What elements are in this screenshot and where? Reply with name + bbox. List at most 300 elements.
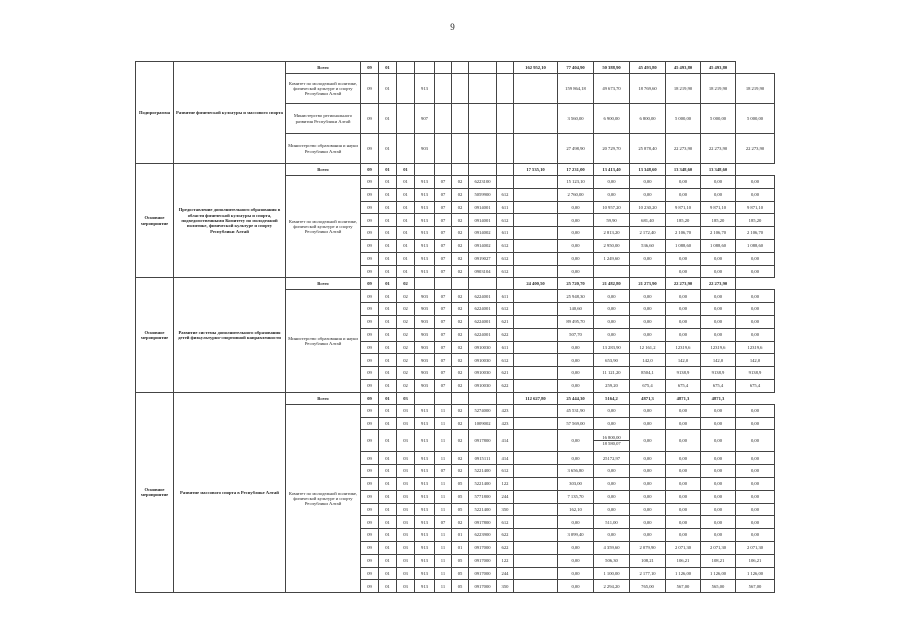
code-cell: 07 (435, 328, 452, 341)
empty-cell (514, 430, 558, 452)
code-cell: 913 (415, 452, 435, 465)
value-cell: 0,00 (701, 465, 736, 478)
value-cell: 0,00 (594, 188, 630, 201)
value-cell: 10 957,20 (594, 201, 630, 214)
code-cell: 0914002 (469, 239, 497, 252)
page-number: 9 (450, 22, 455, 32)
section-kind: Основное мероприятие (136, 164, 174, 278)
value-cell: 0,00 (558, 379, 594, 392)
code-cell: 09 (361, 465, 379, 478)
value-cell: 0,00 (594, 328, 630, 341)
value-cell: 18 219,90 (736, 74, 775, 104)
value-cell: 8504,1 (630, 367, 666, 380)
code-cell: 03 (397, 567, 415, 580)
code-cell: 5221400 (469, 465, 497, 478)
value-cell: 2 106,70 (701, 227, 736, 240)
code-cell: 09 (361, 315, 379, 328)
code-cell: 611 (497, 290, 514, 303)
value-cell: 25 878,40 (630, 134, 666, 164)
code-cell: 5221400 (469, 503, 497, 516)
code-cell: 07 (435, 176, 452, 189)
empty-cell (514, 554, 558, 567)
empty-cell (514, 580, 558, 593)
empty-cell (514, 404, 558, 417)
code-cell (497, 176, 514, 189)
code-cell: 09 (361, 452, 379, 465)
code-cell: 09 (361, 417, 379, 430)
value-cell: 0,00 (736, 516, 775, 529)
code-cell: 02 (397, 328, 415, 341)
code-cell: 423 (497, 417, 514, 430)
value-cell: 21 482,80 (594, 278, 630, 290)
value-cell: 0,00 (701, 265, 736, 278)
value-cell: 0,00 (594, 503, 630, 516)
code-cell: 5771800 (469, 490, 497, 503)
code-cell: 903 (415, 134, 435, 164)
value-cell: 506,30 (594, 554, 630, 567)
code-cell: 01 (379, 74, 397, 104)
value-cell: 45 493,80 (630, 62, 666, 74)
value-cell: 89 495,70 (558, 315, 594, 328)
value-cell: 22 273,90 (701, 134, 736, 164)
code-cell: 07 (435, 227, 452, 240)
code-cell: 05 (452, 490, 469, 503)
code-cell: 11 (435, 430, 452, 452)
value-cell: 565,00 (701, 580, 736, 593)
code-cell: 01 (379, 265, 397, 278)
code-cell: 6224001 (469, 315, 497, 328)
code-cell: 03 (397, 580, 415, 593)
value-cell: 0,00 (666, 490, 701, 503)
value-cell: 0,00 (736, 503, 775, 516)
code-cell: 01 (397, 252, 415, 265)
value-cell: 0,00 (630, 404, 666, 417)
code-cell: 01 (379, 430, 397, 452)
empty-cell (514, 379, 558, 392)
value-cell: 6 900,00 (594, 104, 630, 134)
value-cell: 675,4 (630, 379, 666, 392)
code-cell: 09 (361, 252, 379, 265)
value-cell: 675,4 (666, 379, 701, 392)
code-cell: 02 (452, 341, 469, 354)
code-cell: 02 (452, 176, 469, 189)
code-cell: 612 (497, 354, 514, 367)
code-cell: 01 (379, 188, 397, 201)
value-cell: 0,00 (666, 516, 701, 529)
code-cell: 07 (435, 315, 452, 328)
value-cell: 0,00 (594, 290, 630, 303)
value-cell: 1 126,00 (701, 567, 736, 580)
code-cell (469, 134, 497, 164)
value-line: 16 800,00 (594, 435, 629, 441)
code-cell: 02 (452, 367, 469, 380)
value-cell: 9 871,10 (736, 201, 775, 214)
value-cell: 0,00 (558, 214, 594, 227)
value-cell: 0,00 (630, 303, 666, 316)
code-cell: 07 (435, 201, 452, 214)
code-cell: 03 (397, 541, 415, 554)
code-cell: 612 (497, 265, 514, 278)
value-cell: 13 283,90 (594, 341, 630, 354)
code-cell: 01 (379, 392, 397, 404)
code-cell: 01 (397, 188, 415, 201)
value-cell: 0,00 (594, 477, 630, 490)
value-cell: 0,00 (701, 404, 736, 417)
code-cell: 611 (497, 227, 514, 240)
value-cell: 303,00 (558, 477, 594, 490)
empty-cell (469, 392, 497, 404)
code-cell: 02 (397, 290, 415, 303)
value-cell: 5 000,00 (736, 104, 775, 134)
value-cell: 0,00 (736, 490, 775, 503)
code-cell (452, 134, 469, 164)
value-cell: 0,00 (736, 529, 775, 542)
code-cell: 01 (379, 239, 397, 252)
value-cell (594, 430, 630, 452)
value-cell: 536,60 (630, 239, 666, 252)
code-cell: 612 (497, 239, 514, 252)
code-cell: 414 (497, 452, 514, 465)
empty-cell (514, 227, 558, 240)
code-cell: 01 (397, 201, 415, 214)
code-cell: 6224001 (469, 290, 497, 303)
code-cell: 0914001 (469, 214, 497, 227)
agency-cell: Министерство образования и науки Республики Алтай (286, 134, 361, 164)
code-cell: 09 (361, 164, 379, 176)
empty-cell (497, 164, 514, 176)
code-cell: 01 (379, 290, 397, 303)
code-cell: 02 (452, 328, 469, 341)
code-cell: 622 (497, 541, 514, 554)
empty-cell (514, 529, 558, 542)
value-cell: 12 161,2 (630, 341, 666, 354)
empty-cell (514, 541, 558, 554)
code-cell: 612 (497, 214, 514, 227)
code-cell: 02 (452, 303, 469, 316)
value-cell: 0,00 (736, 430, 775, 452)
value-cell: 0,00 (594, 465, 630, 478)
agency-cell: Комитет по молодежной политике, физической культуре и спорту Республики Алтай (286, 74, 361, 104)
value-cell: 12319,6 (701, 341, 736, 354)
budget-table (135, 61, 775, 593)
empty-cell (514, 567, 558, 580)
code-cell: 09 (361, 303, 379, 316)
code-cell: 02 (452, 354, 469, 367)
code-cell: 01 (379, 341, 397, 354)
value-cell: 0,00 (701, 188, 736, 201)
code-cell: 01 (379, 214, 397, 227)
value-cell: 0,00 (630, 490, 666, 503)
value-cell: 112 627,80 (514, 392, 558, 404)
value-cell: 0,00 (630, 430, 666, 452)
value-cell: 1 126,00 (666, 567, 701, 580)
value-cell: 0,00 (666, 188, 701, 201)
value-cell: 2 071,30 (666, 541, 701, 554)
code-cell: 01 (397, 176, 415, 189)
code-cell: 01 (379, 516, 397, 529)
value-cell: 0,00 (558, 554, 594, 567)
code-cell: 0917000 (469, 541, 497, 554)
empty-cell (514, 367, 558, 380)
code-cell (397, 104, 415, 134)
value-cell: 2 172,40 (630, 227, 666, 240)
value-cell: 259,20 (594, 379, 630, 392)
code-cell: 913 (415, 227, 435, 240)
code-cell: 01 (379, 354, 397, 367)
total-label: Всего (286, 392, 361, 404)
value-cell: 0,00 (666, 503, 701, 516)
code-cell: 05 (452, 567, 469, 580)
code-cell: 244 (497, 567, 514, 580)
empty-cell (514, 452, 558, 465)
code-cell: 03 (397, 554, 415, 567)
value-cell: 185,20 (701, 214, 736, 227)
value-cell: 2 106,70 (666, 227, 701, 240)
code-cell: 01 (379, 477, 397, 490)
code-cell: 5059900 (469, 188, 497, 201)
code-cell: 612 (497, 465, 514, 478)
value-cell: 24 400,50 (514, 278, 558, 290)
value-cell: 0,00 (736, 452, 775, 465)
empty-cell (514, 503, 558, 516)
code-cell: 11 (435, 417, 452, 430)
value-cell: 0,00 (558, 341, 594, 354)
value-cell: 0,00 (736, 265, 775, 278)
code-cell: 02 (452, 465, 469, 478)
code-cell: 11 (435, 477, 452, 490)
code-cell: 913 (415, 404, 435, 417)
total-row (136, 278, 775, 290)
value-cell: 1 088,60 (701, 239, 736, 252)
value-cell: 0,00 (666, 328, 701, 341)
empty-cell (514, 328, 558, 341)
code-cell: 07 (435, 367, 452, 380)
code-cell: 611 (497, 201, 514, 214)
value-cell: 0,00 (736, 417, 775, 430)
value-cell: 2 106,70 (736, 227, 775, 240)
value-cell: 12319,6 (736, 341, 775, 354)
empty-cell (469, 278, 497, 290)
value-cell: 0,00 (736, 328, 775, 341)
value-cell: 18 219,90 (701, 74, 736, 104)
value-cell: 13 348,60 (630, 164, 666, 176)
code-cell: 07 (435, 252, 452, 265)
value-cell: 0,00 (558, 567, 594, 580)
value-cell: 142,0 (701, 354, 736, 367)
code-cell: 07 (435, 379, 452, 392)
code-cell: 11 (435, 529, 452, 542)
empty-cell (514, 290, 558, 303)
empty-cell (514, 516, 558, 529)
code-cell: 612 (497, 188, 514, 201)
value-cell: 0,00 (666, 404, 701, 417)
value-cell: 3 656,80 (558, 465, 594, 478)
code-cell: 01 (379, 201, 397, 214)
value-cell: 0,00 (630, 452, 666, 465)
code-cell: 423 (497, 404, 514, 417)
code-cell: 03 (397, 392, 415, 404)
code-cell: 03 (397, 529, 415, 542)
value-cell: 9138,9 (701, 367, 736, 380)
empty-cell (514, 265, 558, 278)
code-cell: 621 (497, 315, 514, 328)
value-cell: 1 126,00 (736, 567, 775, 580)
code-cell: 01 (379, 315, 397, 328)
empty-cell (435, 62, 452, 74)
code-cell: 0903104 (469, 265, 497, 278)
code-cell: 09 (361, 529, 379, 542)
code-cell: 913 (415, 252, 435, 265)
value-cell: 0,00 (666, 315, 701, 328)
value-cell: 1 088,60 (666, 239, 701, 252)
value-cell: 25 720,70 (558, 278, 594, 290)
code-cell: 903 (415, 354, 435, 367)
empty-cell (415, 278, 435, 290)
value-cell (594, 265, 630, 278)
section-name: Развитие системы дополнительного образования детей физкультурно-спортивной направленности (174, 278, 286, 392)
value-cell: 13 348,60 (701, 164, 736, 176)
code-cell (497, 104, 514, 134)
value-cell: 0,00 (666, 303, 701, 316)
value-cell: 22 273,90 (701, 278, 736, 290)
code-cell: 03 (397, 404, 415, 417)
code-cell: 09 (361, 201, 379, 214)
code-cell (497, 134, 514, 164)
code-cell: 07 (435, 465, 452, 478)
code-cell (397, 62, 415, 74)
value-cell: 106,21 (736, 554, 775, 567)
empty-cell (469, 62, 497, 74)
value-cell: 0,00 (630, 315, 666, 328)
value-cell: 0,00 (630, 465, 666, 478)
code-cell: 0917800 (469, 430, 497, 452)
code-cell (397, 134, 415, 164)
code-cell: 0917000 (469, 567, 497, 580)
value-cell: 162,10 (558, 503, 594, 516)
code-cell: 913 (415, 580, 435, 593)
code-cell (469, 104, 497, 134)
code-cell: 09 (361, 74, 379, 104)
code-cell: 09 (361, 188, 379, 201)
code-cell: 01 (397, 164, 415, 176)
section-kind: Основное мероприятие (136, 392, 174, 592)
code-cell: 01 (379, 567, 397, 580)
code-cell: 01 (379, 580, 397, 593)
code-cell: 11 (435, 580, 452, 593)
code-cell: 5221400 (469, 477, 497, 490)
code-cell: 02 (452, 214, 469, 227)
code-cell: 913 (415, 477, 435, 490)
code-cell: 913 (415, 265, 435, 278)
value-cell: 0,00 (701, 516, 736, 529)
value-cell: 21 273,90 (630, 278, 666, 290)
code-cell: 09 (361, 516, 379, 529)
value-cell: 0,00 (558, 354, 594, 367)
code-cell: 09 (361, 392, 379, 404)
code-cell: 913 (415, 503, 435, 516)
value-cell: 0,00 (666, 529, 701, 542)
value-cell: 0,00 (558, 201, 594, 214)
value-cell: 765,00 (630, 580, 666, 593)
code-cell: 02 (397, 379, 415, 392)
empty-cell (452, 392, 469, 404)
empty-cell (514, 490, 558, 503)
value-cell: 106,21 (666, 554, 701, 567)
value-cell: 20 729,70 (594, 134, 630, 164)
code-cell: 02 (452, 516, 469, 529)
value-cell: 0,00 (701, 303, 736, 316)
value-cell: 0,00 (558, 516, 594, 529)
code-cell: 903 (415, 290, 435, 303)
code-cell: 11 (435, 452, 452, 465)
code-cell: 0910030 (469, 367, 497, 380)
code-cell: 01 (397, 214, 415, 227)
code-cell: 02 (452, 417, 469, 430)
code-cell: 02 (452, 265, 469, 278)
code-cell: 01 (397, 239, 415, 252)
value-cell: 162 952,10 (514, 62, 558, 74)
code-cell: 0917000 (469, 554, 497, 567)
empty-cell (514, 252, 558, 265)
empty-cell (514, 104, 558, 134)
empty-cell (415, 62, 435, 74)
value-cell: 0,00 (701, 490, 736, 503)
value-cell: 0,00 (558, 452, 594, 465)
code-cell: 913 (415, 541, 435, 554)
code-cell: 01 (379, 541, 397, 554)
code-cell: 913 (415, 188, 435, 201)
value-cell: 1 249,60 (594, 252, 630, 265)
code-cell: 02 (397, 341, 415, 354)
code-cell: 02 (452, 239, 469, 252)
code-cell: 621 (497, 367, 514, 380)
code-cell: 02 (397, 367, 415, 380)
value-cell: 18 769,60 (630, 74, 666, 104)
value-cell: 0,00 (666, 430, 701, 452)
code-cell: 0910030 (469, 379, 497, 392)
code-cell: 02 (397, 278, 415, 290)
total-row (136, 392, 775, 404)
code-cell (452, 104, 469, 134)
value-cell: 3 560,00 (558, 104, 594, 134)
value-cell: 22 273,90 (666, 278, 701, 290)
code-cell: 09 (361, 477, 379, 490)
code-cell: 09 (361, 239, 379, 252)
code-cell: 07 (435, 303, 452, 316)
value-cell: 2 177,10 (630, 567, 666, 580)
code-cell: 09 (361, 62, 379, 74)
code-cell: 07 (435, 265, 452, 278)
value-cell: 0,00 (666, 477, 701, 490)
value-cell: 4871,3 (630, 392, 666, 404)
value-cell: 0,00 (558, 252, 594, 265)
value-cell: 0,00 (666, 290, 701, 303)
value-cell: 0,00 (666, 452, 701, 465)
empty-cell (514, 134, 558, 164)
empty-cell (497, 392, 514, 404)
code-cell: 1009002 (469, 417, 497, 430)
code-cell: 07 (435, 188, 452, 201)
section-kind: Основное мероприятие (136, 278, 174, 392)
value-cell: 1 088,60 (736, 239, 775, 252)
value-cell: 0,00 (558, 367, 594, 380)
value-cell: 0,00 (701, 452, 736, 465)
code-cell: 09 (361, 404, 379, 417)
code-cell: 11 (435, 404, 452, 417)
value-cell: 0,00 (594, 315, 630, 328)
total-row (136, 62, 775, 74)
code-cell: 122 (497, 554, 514, 567)
